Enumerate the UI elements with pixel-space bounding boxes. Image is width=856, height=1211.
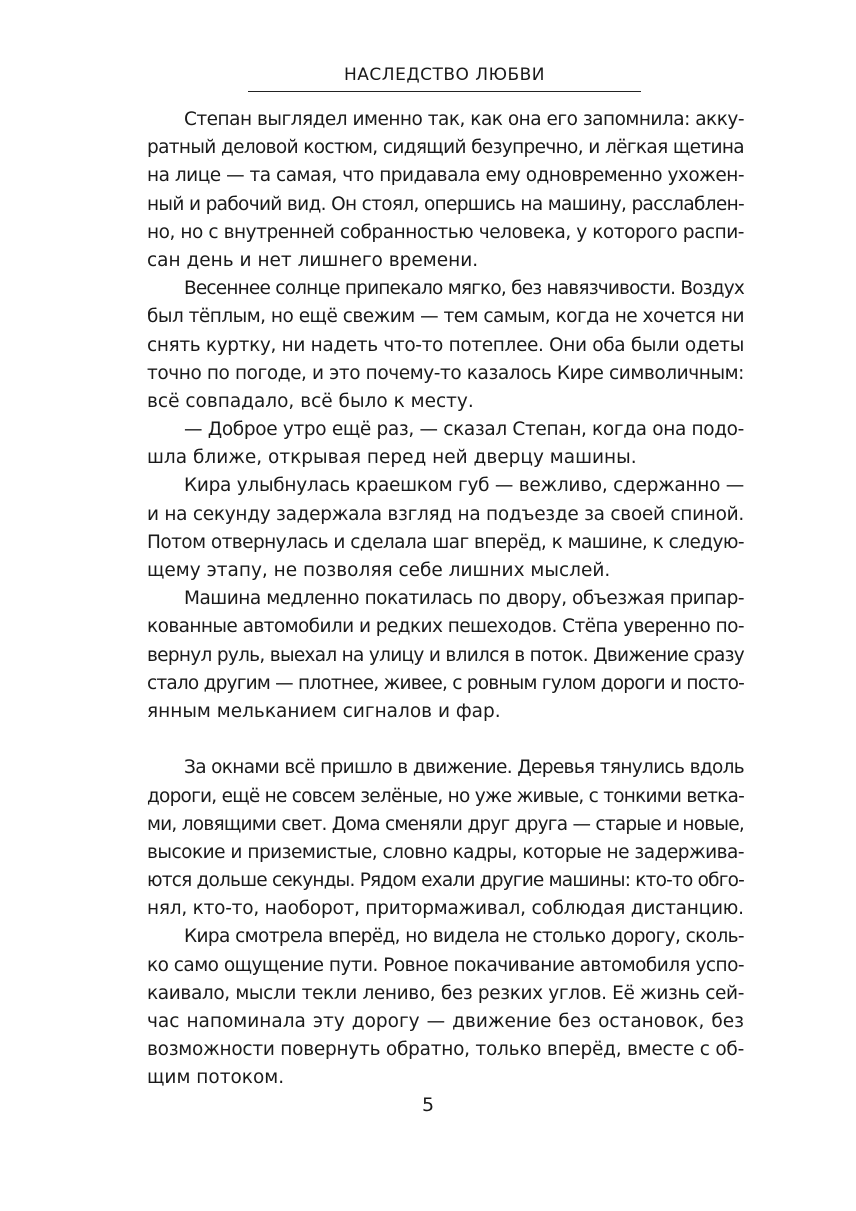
running-head-title: НАСЛЕДСТВО ЛЮБВИ: [248, 64, 641, 92]
section-break: [147, 726, 744, 754]
paragraph: [147, 416, 744, 472]
text-line: Машина медленно покатилась по двору, объезжая припар-: [184, 588, 744, 610]
text-line: Кира смотрела вперёд, но видела не столько дорогу, сколь-: [184, 926, 744, 948]
paragraph: [147, 106, 744, 275]
text-line: шла ближе, открывая перед ней дверцу машины.: [147, 447, 637, 469]
text-line: возможности повернуть обратно, только вперёд, вместе с об-: [147, 1039, 744, 1061]
paragraph: [147, 754, 744, 923]
text-line: — Доброе утро ещё раз, — сказал Степан, когда она подо-: [184, 419, 744, 441]
text-line: сан день и нет лишнего времени.: [147, 249, 479, 271]
text-line: был тёплым, но ещё свежим — тем самым, когда не хочется ни: [147, 306, 744, 328]
text-line: кованные автомобили и редких пешеходов. Стёпа уверенно по-: [147, 616, 744, 638]
paragraph: [147, 472, 744, 585]
text-line: щим потоком.: [147, 1067, 285, 1089]
paragraph: [147, 585, 744, 726]
body-text: [147, 106, 744, 1093]
text-line: янным мельканием сигналов и фар.: [147, 700, 501, 722]
text-line: снять куртку, ни надеть что-то потеплее. Они оба были одеты: [147, 334, 744, 356]
text-line: ратный деловой костюм, сидящий безупречно, и лёгкая щетина: [147, 137, 744, 159]
text-line: щему этапу, не позволяя себе лишних мыслей.: [147, 560, 611, 581]
text-line: ми, ловящими свет. Дома сменяли друг друга — старые и новые,: [147, 813, 744, 835]
text-line: и на секунду задержала взгляд на подъезде за своей спиной.: [147, 503, 744, 525]
text-line: точно по погоде, и это почему-то казалось Кире символичным:: [147, 362, 744, 384]
page-number: 5: [421, 1094, 435, 1116]
text-line: но, но с внутренней собранностью человека, у которого распи-: [147, 221, 744, 243]
text-line: ются дольше секунды. Рядом ехали другие машины: кто-то обго-: [147, 870, 744, 892]
text-line: За окнами всё пришло в движение. Деревья тянулись вдоль: [184, 757, 744, 779]
text-line: дороги, ещё не совсем зелёные, но уже живые, с тонкими ветка-: [147, 785, 744, 807]
paragraph: [147, 923, 744, 1092]
text-line: ко само ощущение пути. Ровное покачивание автомобиля успо-: [147, 954, 744, 976]
text-line: высокие и приземистые, словно кадры, которые не задержива-: [147, 841, 744, 863]
text-line: вернул руль, выехал на улицу и влился в поток. Движение сразу: [147, 644, 744, 666]
paragraph: [147, 275, 744, 416]
text-line: каивало, мысли текли лениво, без резких углов. Её жизнь сей-: [147, 982, 744, 1004]
text-line: Кира улыбнулась краешком губ — вежливо, сдержанно —: [184, 475, 744, 497]
text-line: нял, кто-то, наоборот, притормаживал, соблюдая дистанцию.: [147, 898, 744, 920]
text-line: час напоминала эту дорогу — движение без остановок, без: [147, 1011, 744, 1032]
text-line: ный и рабочий вид. Он стоял, опершись на машину, расслаблен-: [147, 193, 744, 215]
text-line: всё совпадало, всё было к месту.: [147, 390, 474, 412]
text-line: Степан выглядел именно так, как она его запомнила: акку-: [184, 109, 744, 130]
text-line: Весеннее солнце припекало мягко, без навязчивости. Воздух: [184, 278, 744, 300]
text-line: стало другим — плотнее, живее, с ровным гулом дороги и посто-: [147, 672, 744, 694]
text-line: на лице — та самая, что придавала ему одновременно ухожен-: [147, 165, 744, 187]
text-line: Потом отвернулась и сделала шаг вперёд, к машине, к следую-: [147, 531, 744, 553]
